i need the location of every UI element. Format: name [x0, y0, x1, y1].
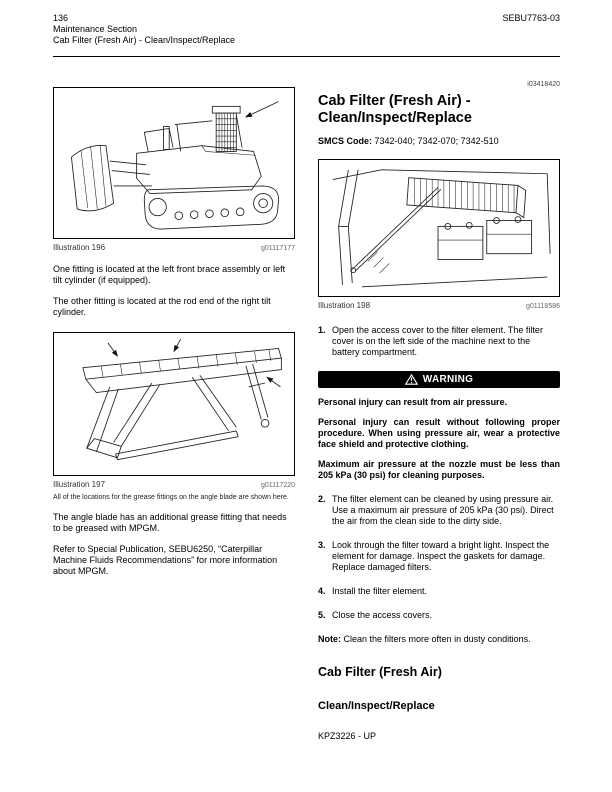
step-item-4 — [318, 586, 560, 597]
illustration-197-label: Illustration 197 — [53, 480, 106, 490]
step-text: Install the filter element. — [332, 585, 428, 596]
smcs-value: 7342-040; 7342-070; 7342-510 — [374, 136, 499, 146]
step-item-5 — [318, 610, 560, 621]
note-label: Note: — [318, 633, 341, 644]
illustration-198-caption-row — [318, 300, 560, 312]
smcs-label: SMCS Code: — [318, 136, 372, 146]
article-id: i03418420 — [527, 81, 560, 88]
header-subsection: Cab Filter (Fresh Air) - Clean/Inspect/Replace — [53, 35, 236, 45]
illustration-196-caption-row — [53, 242, 295, 254]
doc-code: SEBU7763-03 — [502, 13, 560, 23]
article-title: Cab Filter (Fresh Air) - Clean/Inspect/Replace — [318, 93, 472, 126]
illustration-197 — [53, 332, 295, 476]
page-header-left — [53, 13, 235, 46]
tractor-line-drawing — [58, 92, 290, 234]
illustration-197-caption-row — [53, 479, 295, 491]
warning-paragraph: Maximum air pressure at the nozzle must be less than 205 kPa (30 psi) for cleaning purposes. — [318, 458, 560, 480]
body-paragraph: The angle blade has an additional grease fitting that needs to be greased with MPGM. — [53, 512, 287, 534]
serial-number-range: KPZ3226 - UP — [318, 730, 377, 741]
illustration-197-ref: g01117220 — [261, 482, 295, 490]
smcs-code — [318, 136, 560, 147]
illustration-196-ref: g01117177 — [261, 244, 295, 252]
step-number: 2. — [318, 493, 326, 504]
filter-compartment-line-drawing — [323, 164, 555, 292]
step-number: 3. — [318, 539, 326, 550]
body-paragraph: One fitting is located at the left front brace assembly or left tilt cylinder (if equipped). — [53, 263, 286, 285]
warning-box — [318, 371, 560, 481]
next-article-title: Cab Filter (Fresh Air) — [318, 664, 442, 679]
next-article-subtitle: Clean/Inspect/Replace — [318, 699, 435, 712]
step-item-1 — [318, 325, 560, 358]
header-section: Maintenance Section — [53, 24, 138, 34]
step-item-3 — [318, 540, 560, 573]
note-text: Clean the filters more often in dusty conditions. — [343, 633, 531, 644]
step-number: 1. — [318, 324, 326, 335]
body-paragraph: The other fitting is located at the rod end of the right tilt cylinder. — [53, 295, 271, 317]
illustration-196 — [53, 87, 295, 239]
angle-blade-line-drawing — [58, 337, 290, 471]
warning-paragraph: Personal injury can result from air pressure. — [318, 396, 508, 407]
step-text: The filter element can be cleaned by using pressure air. Use a maximum air pressure of 205 kPa (30 psi). Direct the air from the clean side to the dirty side. — [332, 493, 554, 526]
warning-triangle-icon — [405, 374, 418, 385]
step-text: Open the access cover to the filter element. The filter cover is on the left side of the machine next to the battery compartment. — [332, 324, 543, 357]
step-text: Look through the filter toward a bright light. Inspect the element for damage. Inspect the gaskets for damage. Replace damaged filters. — [332, 539, 550, 572]
illustration-197-description: All of the locations for the grease fittings on the angle blade are shown here. — [53, 494, 289, 502]
step-text: Close the access covers. — [332, 609, 433, 620]
warning-banner — [318, 371, 560, 388]
body-paragraph: Refer to Special Publication, SEBU6250, “Caterpillar Machine Fluids Recommendations” for more information about MPGM. — [53, 544, 278, 577]
illustration-198-ref: g01118586 — [526, 302, 560, 310]
right-column — [318, 57, 560, 742]
left-column — [53, 57, 295, 587]
note — [318, 634, 560, 645]
step-number: 5. — [318, 609, 326, 620]
illustration-196-label: Illustration 196 — [53, 242, 106, 252]
warning-title: WARNING — [422, 373, 474, 385]
step-number: 4. — [318, 585, 326, 596]
warning-paragraph: Personal injury can result without following proper procedure. When using pressure air, wear a protective face shield and protective clothing. — [318, 416, 560, 449]
illustration-198-label: Illustration 198 — [318, 300, 371, 310]
page-number: 136 — [53, 13, 69, 23]
illustration-198 — [318, 159, 560, 297]
step-item-2 — [318, 494, 560, 527]
